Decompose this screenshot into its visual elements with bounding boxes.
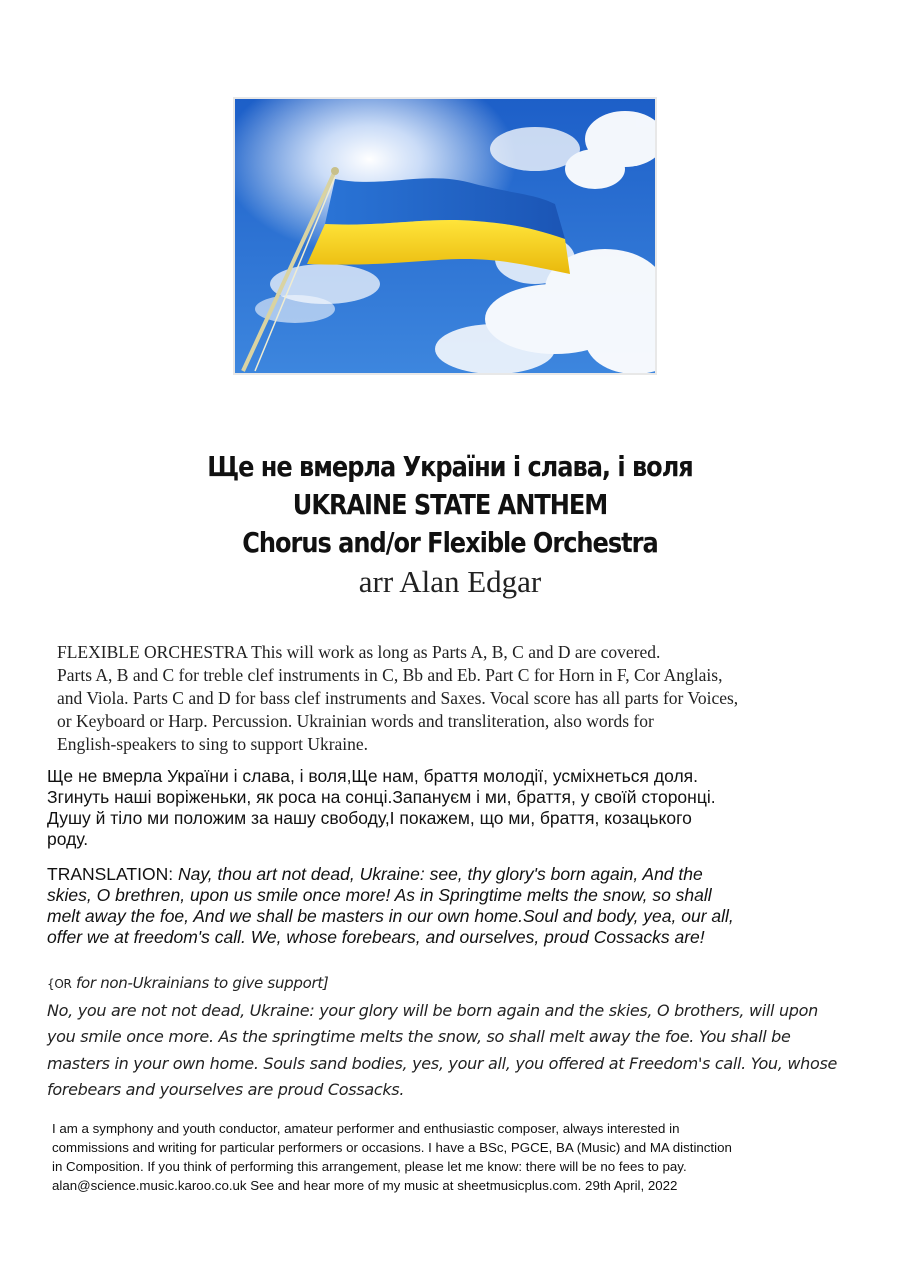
lyrics-line: роду. <box>47 829 89 849</box>
bio-line: in Composition. If you think of performing this arrangement, please let me know: there will be no fees to pay. <box>52 1159 687 1174</box>
bio-contact-line: alan@science.music.karoo.co.uk See and hear more of my music at sheetmusicplus.com. 29th April, 2022 <box>52 1178 678 1193</box>
translation-block <box>47 864 847 948</box>
support-line: you smile once more. As the springtime melts the snow, so shall melt away the foe. You shall be <box>47 1027 791 1046</box>
orchestra-note-line: Parts A, B and C for treble clef instruments in C, Bb and Eb. Part C for Horn in F, Cor Anglais, <box>57 665 723 685</box>
translation-line: melt away the foe, And we shall be masters in our own home.Soul and body, yea, our all, <box>47 906 734 926</box>
lyrics-line: Згинуть наші воріженьки, як роса на сонці.Запануєм і ми, браття, у своїй сторонці. <box>47 787 716 807</box>
lyrics-line: Ще не вмерла України і слава, і воля,Ще нам, браття молодії, усміхнеться доля. <box>47 766 698 786</box>
lyrics-line: Душу й тіло ми положим за нашу свободу,І покажем, що ми, браття, козацького <box>47 808 692 828</box>
orchestra-note-line: or Keyboard or Harp. Percussion. Ukrainian words and transliteration, also words for <box>57 711 654 731</box>
support-intro-text: for non-Ukrainians to give support] <box>76 974 329 992</box>
support-line: No, you are not not dead, Ukraine: your glory will be born again and the skies, O brothers, will upon <box>47 1000 818 1020</box>
bio-line: I am a symphony and youth conductor, amateur performer and enthusiastic composer, always interested in <box>52 1121 680 1136</box>
anthem-title-ukrainian: Ще не вмерла України і слава, і воля <box>207 450 693 483</box>
translation-label: TRANSLATION: <box>47 864 174 884</box>
composer-bio <box>52 1119 872 1195</box>
anthem-title-english: UKRAINE STATE ANTHEM <box>292 488 608 521</box>
support-line: masters in your own home. Souls sand bodies, yes, your all, you offered at Freedom's call. You, whose <box>47 1053 838 1073</box>
support-intro <box>47 970 857 998</box>
title-block <box>0 448 900 602</box>
orchestra-note-line: English-speakers to sing to support Ukraine. <box>57 734 369 754</box>
translation-line: Nay, thou art not dead, Ukraine: see, thy glory's born again, And the <box>177 864 703 884</box>
bio-line: commissions and writing for particular performers or occasions. I have a BSc, PGCE, BA (Music) and MA distinction <box>52 1140 732 1155</box>
orchestra-note-line: FLEXIBLE ORCHESTRA This will work as long as Parts A, B, C and D are covered. <box>57 642 661 662</box>
support-line: forebears and yourselves are proud Cossacks. <box>47 1080 405 1099</box>
orchestra-note-line: and Viola. Parts C and D for bass clef instruments and Saxes. Vocal score has all parts for Voices, <box>57 688 739 708</box>
anthem-subtitle: Chorus and/or Flexible Orchestra <box>242 526 658 559</box>
translation-line: skies, O brethren, upon us smile once more! As in Springtime melts the snow, so shall <box>47 885 712 905</box>
translation-line: offer we at freedom's call. We, whose forebears, and ourselves, proud Cossacks are! <box>47 927 705 947</box>
ukraine-flag-icon <box>235 99 655 373</box>
ukrainian-lyrics <box>47 766 867 850</box>
arranger-credit: arr Alan Edgar <box>358 564 542 599</box>
support-lyrics <box>47 970 857 1104</box>
orchestra-note <box>57 641 857 756</box>
support-or-prefix: {OR <box>47 977 72 991</box>
ukraine-flag-photo <box>233 97 657 375</box>
